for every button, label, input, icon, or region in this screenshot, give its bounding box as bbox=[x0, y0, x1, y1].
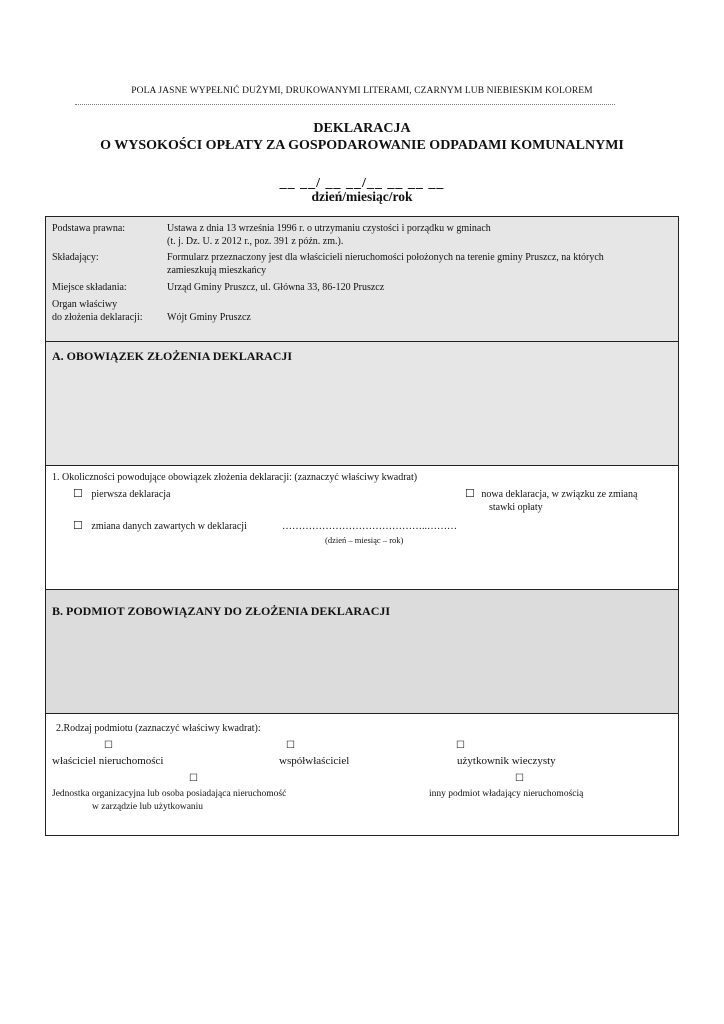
legal-basis-label: Podstawa prawna: bbox=[52, 223, 126, 234]
checkbox-icon[interactable]: ☐ bbox=[73, 520, 83, 532]
option-new-declaration[interactable]: ☐ nowa deklaracja, w związku ze zmianą stawki opłaty bbox=[465, 488, 638, 513]
checkbox-other[interactable]: ☐ bbox=[515, 773, 524, 784]
checkbox-organization[interactable]: ☐ bbox=[189, 773, 198, 784]
authority-value: Wójt Gminy Pruszcz bbox=[167, 312, 251, 323]
submission-place-value: Urząd Gminy Pruszcz, ul. Główna 33, 86-120 Pruszcz bbox=[167, 282, 385, 293]
authority-label: Organ właściwy do złożenia deklaracji: bbox=[52, 299, 143, 323]
dotted-rule bbox=[75, 104, 615, 105]
option-other-entity[interactable]: inny podmiot władający nieruchomością bbox=[429, 789, 584, 799]
section-a-header bbox=[46, 341, 678, 465]
option-first-declaration[interactable]: ☐ pierwsza deklaracja bbox=[73, 488, 171, 500]
fill-instructions: POLA JASNE WYPEŁNIĆ DUŻYMI, DRUKOWANYMI LITERAMI, CZARNYM LUB NIEBIESKIM KOLOREM bbox=[131, 86, 593, 96]
checkbox-owner[interactable]: ☐ bbox=[104, 740, 113, 751]
option-owner[interactable]: właściciel nieruchomości bbox=[52, 755, 164, 767]
section-b-title: B. PODMIOT ZOBOWIĄZANY DO ZŁOŻENIA DEKLARACJI bbox=[52, 604, 391, 618]
option-coowner[interactable]: współwłaściciel bbox=[279, 755, 350, 767]
declaration-form bbox=[45, 216, 679, 836]
checkbox-icon[interactable]: ☐ bbox=[465, 488, 475, 500]
date-field[interactable]: __ __/ __ __/__ __ __ __ bbox=[279, 176, 445, 191]
section-a-title: A. OBOWIĄZEK ZŁOŻENIA DEKLARACJI bbox=[52, 349, 293, 363]
section-b-content bbox=[46, 713, 678, 835]
date-label: dzień/miesiąc/rok bbox=[311, 189, 413, 204]
question-1: 1. Okoliczności powodujące obowiązek złożenia deklaracji: (zaznaczyć właściwy kwadrat) bbox=[52, 472, 418, 483]
option-perpetual-user[interactable]: użytkownik wieczysty bbox=[457, 755, 556, 767]
form-subtitle: O WYSOKOŚCI OPŁATY ZA GOSPODAROWANIE ODPADAMI KOMUNALNYMI bbox=[100, 138, 624, 153]
section-b-header bbox=[46, 589, 678, 713]
submitter-label: Składający: bbox=[52, 252, 99, 263]
option-organization[interactable]: Jednostka organizacyjna lub osoba posiadająca nieruchomość w zarządzie lub użytkowaniu bbox=[52, 789, 287, 812]
checkbox-perpetual[interactable]: ☐ bbox=[456, 740, 465, 751]
section-a-content bbox=[46, 465, 678, 589]
submitter-value: Formularz przeznaczony jest dla właścicieli nieruchomości położonych na terenie gminy Pruszcz, na których zamieszkują mieszkańcy bbox=[167, 252, 604, 276]
form-title: DEKLARACJA bbox=[313, 121, 411, 136]
option-data-change[interactable]: ☐ zmiana danych zawartych w deklaracji bbox=[73, 520, 247, 532]
question-2: 2.Rodzaj podmiotu (zaznaczyć właściwy kwadrat): bbox=[56, 723, 261, 734]
submission-place-label: Miejsce składania: bbox=[52, 282, 127, 293]
checkbox-coowner[interactable]: ☐ bbox=[286, 740, 295, 751]
change-date-hint: (dzień – miesiąc – rok) bbox=[325, 535, 404, 545]
info-section bbox=[46, 217, 678, 341]
change-date-field[interactable]: ……………………………………..……… bbox=[282, 521, 457, 532]
legal-basis-value: Ustawa z dnia 13 września 1996 r. o utrzymaniu czystości i porządku w gminach (t. j. Dz. U. z 2012 r., poz. 391 z późn. zm.). bbox=[167, 223, 491, 247]
checkbox-icon[interactable]: ☐ bbox=[73, 488, 83, 500]
